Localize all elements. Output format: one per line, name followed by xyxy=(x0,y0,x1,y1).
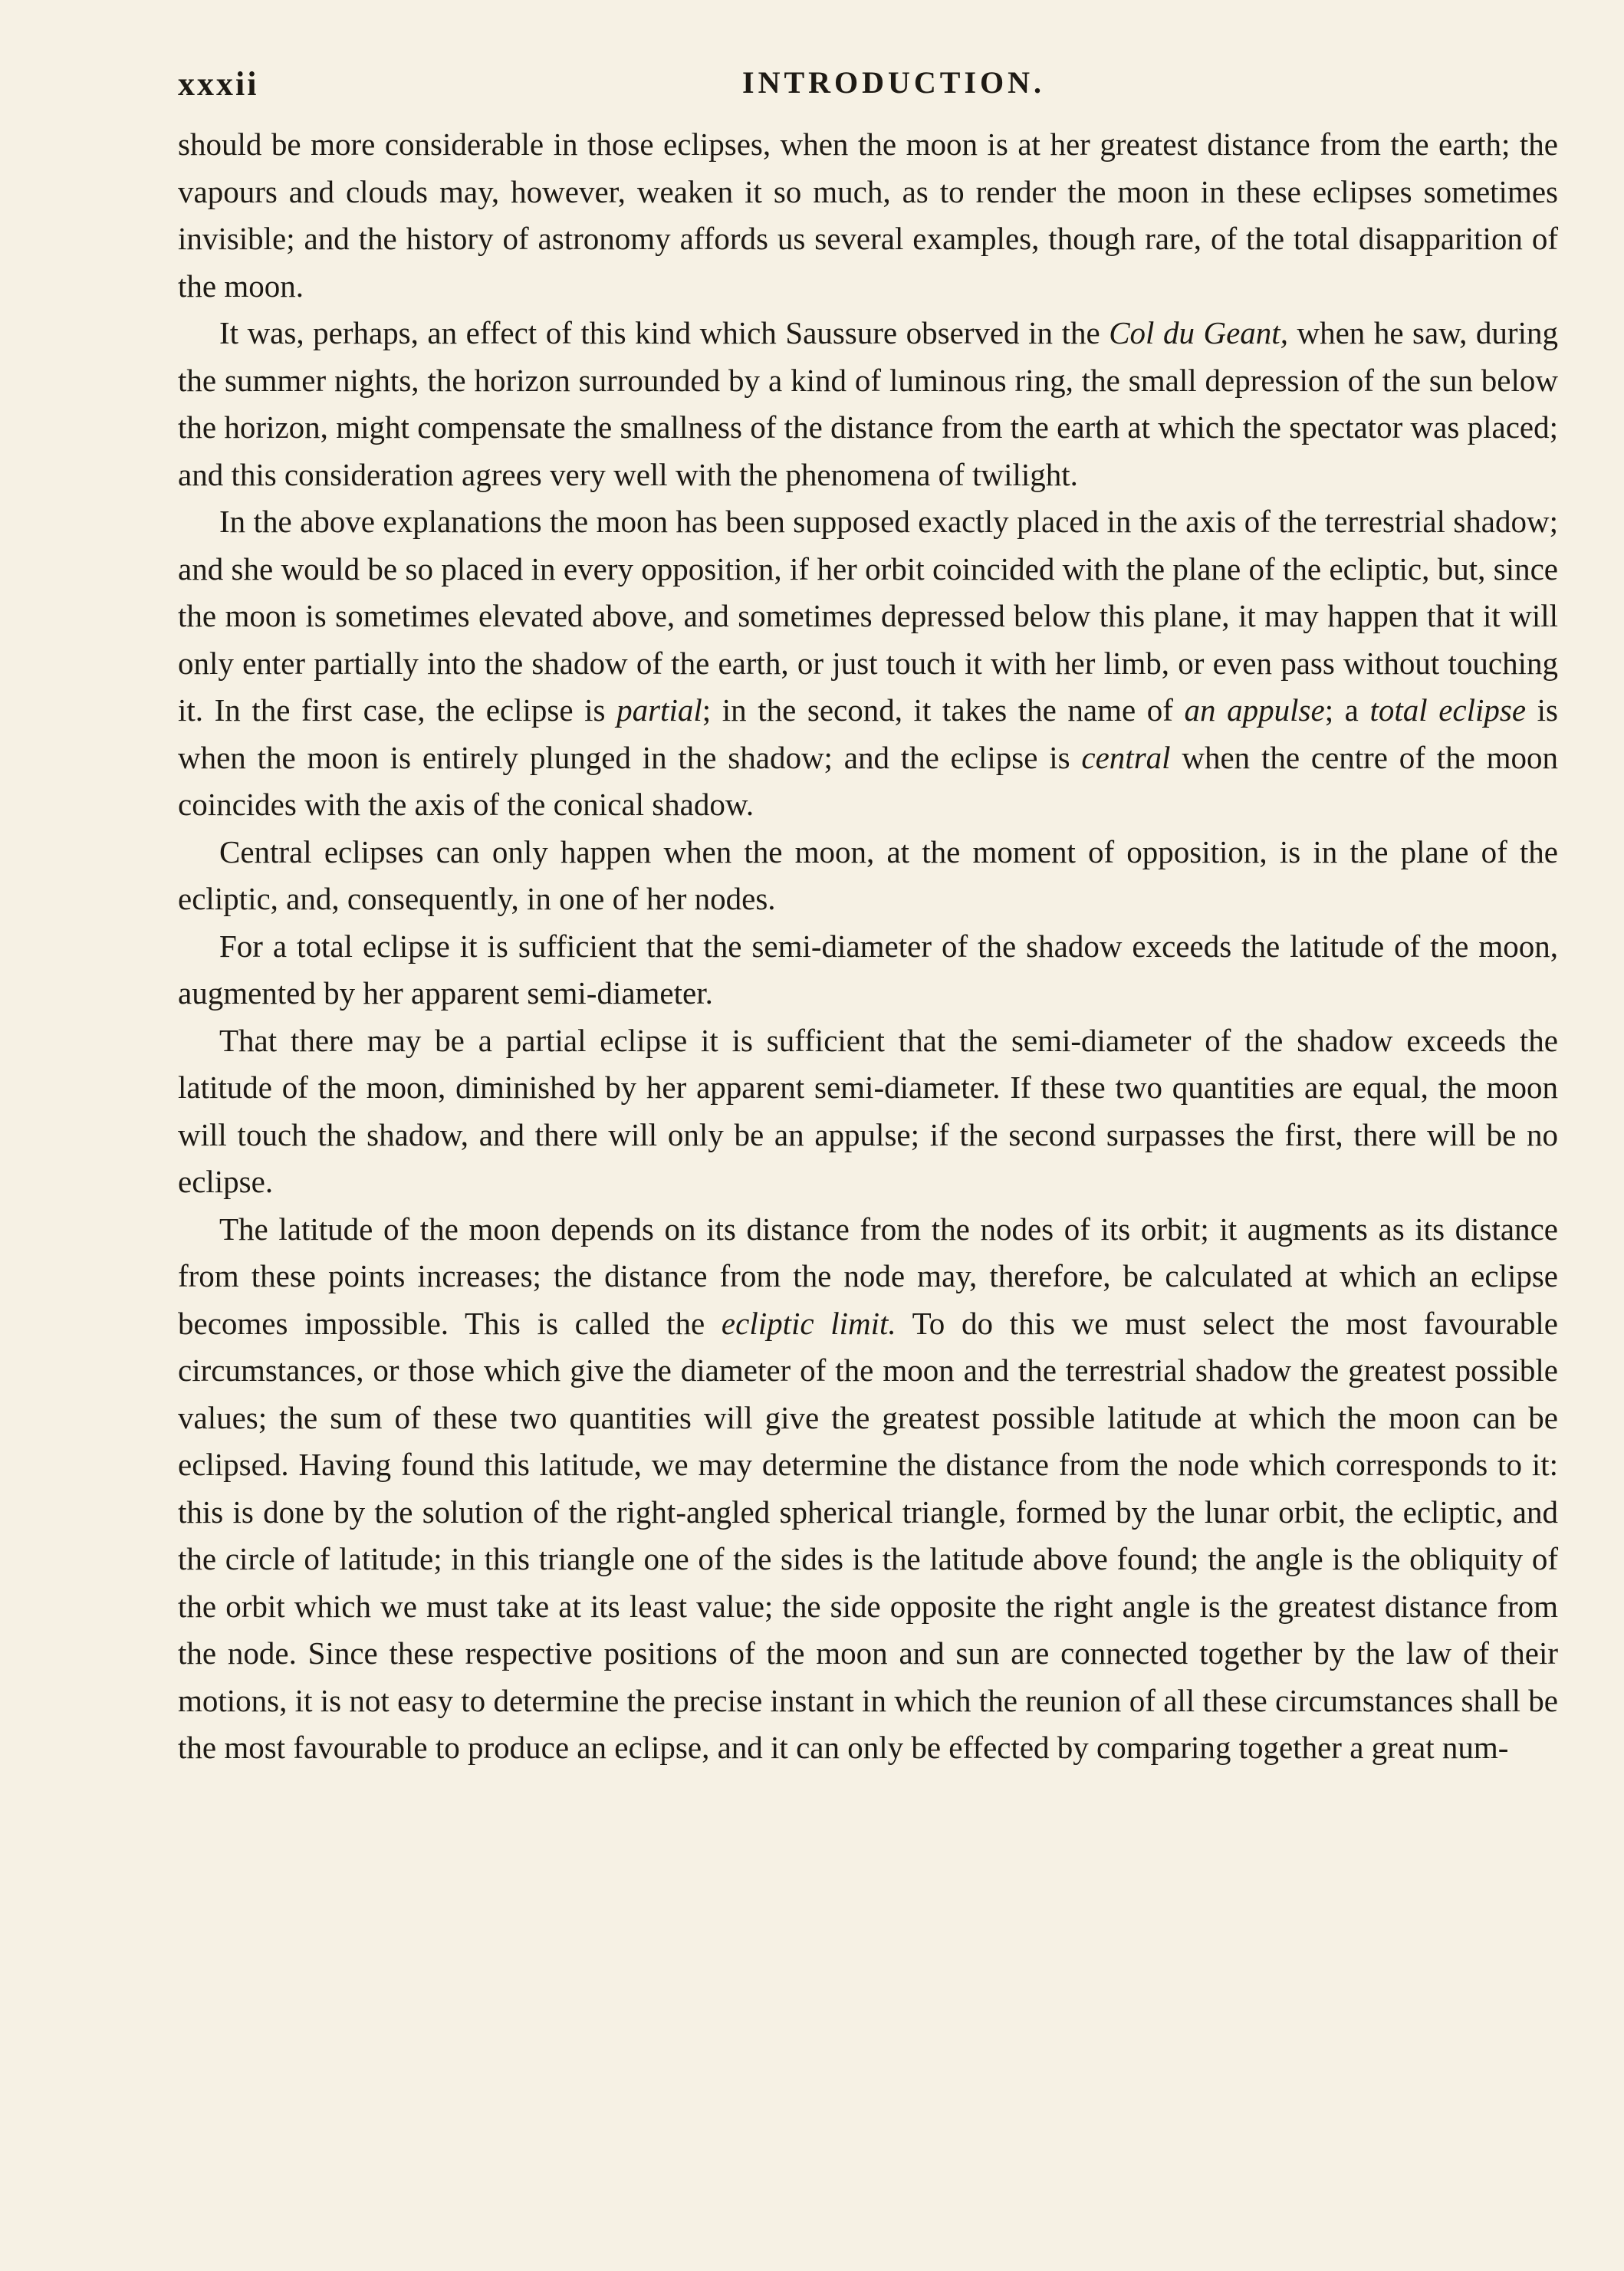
paragraph-text: is when the moon is entirely plunged in the shadow; and the eclipse is xyxy=(178,692,1558,775)
paragraph-text: For a total eclipse it is sufficient that the semi-diameter of the shadow exceeds the latitude of the moon, augmented by her apparent semi-diameter. xyxy=(178,928,1558,1011)
paragraph-text: In the above explanations the moon has been supposed exactly placed in the axis of the terrestrial shadow; and she would be so placed in every opposition, if her orbit coincided with the plane of the ecliptic, but, since the moon is sometimes elevated above, and sometimes depressed below this plane, it may happen that it will only enter partially into the shadow of the earth, or just touch it with her limb, or even pass without touching it. In the first case, the eclipse is xyxy=(178,504,1558,728)
italic-term-appulse: an appulse xyxy=(1184,692,1325,728)
italic-term-ecliptic-limit: ecliptic limit. xyxy=(721,1305,896,1341)
paragraph-text: when the centre of the moon coincides with the axis of the conical shadow. xyxy=(178,739,1558,822)
body-text xyxy=(178,121,1558,1772)
running-title: INTRODUCTION. xyxy=(742,65,1046,100)
italic-term-total-eclipse: total eclipse xyxy=(1369,692,1527,728)
paragraph-partial-eclipse xyxy=(178,1017,1558,1206)
paragraph-text: That there may be a partial eclipse it is sufficient that the semi-diameter of the shadow exceeds the latitude of the moon, diminished by her apparent semi-diameter. If these two quantities are equal, the moon will touch the shadow, and there will only be an appulse; if the second surpasses the first, there will be no eclipse. xyxy=(178,1022,1558,1199)
paragraph-text: Central eclipses can only happen when the moon, at the moment of opposition, is in the plane of the ecliptic, and, consequently, in one of her nodes. xyxy=(178,833,1558,916)
paragraph-text: ; a xyxy=(1324,692,1370,728)
paragraph-total-eclipse xyxy=(178,923,1558,1017)
italic-term-central: central xyxy=(1081,739,1171,775)
paragraph-text: when he saw, during the summer nights, the horizon surrounded by a kind of luminous ring, the small depression of the sun below the horizon, might compensate the smallness of the distance from the earth at which the spectator was placed; and this consideration agrees very well with the phenomena of twilight. xyxy=(178,315,1558,492)
italic-term-partial: partial xyxy=(616,692,702,728)
paragraph-eclipse-visibility xyxy=(178,121,1558,310)
paragraph-text: To do this we must select the most favourable circumstances, or those which give the diameter of the moon and the terrestrial shadow the greatest possible values; the sum of these two quantities will give the greatest possible latitude at which the moon can be eclipsed. Having found this latitude, we may determine the distance from the node which corresponds to it: this is done by the solution of the right-angled spherical triangle, formed by the lunar orbit, the ecliptic, and the circle of latitude; in this triangle one of the sides is the latitude above found; the angle is the obliquity of the orbit which we must take at its least value; the side opposite the right angle is the greatest distance from the node. Since these respective positions of the moon and sun are connected together by the law of their motions, it is not easy to determine the precise instant in which the reunion of all these circumstances shall be the most favourable to produce an eclipse, and it can only be effected by comparing together a great num- xyxy=(178,1305,1558,1765)
paragraph-saussure xyxy=(178,310,1558,498)
running-head xyxy=(178,64,1558,118)
paragraph-central-eclipses xyxy=(178,829,1558,923)
page-number: xxxii xyxy=(178,65,259,103)
paragraph-eclipse-types xyxy=(178,498,1558,829)
italic-place-name: Col du Geant, xyxy=(1109,315,1288,350)
paragraph-ecliptic-limit xyxy=(178,1206,1558,1772)
paragraph-text: The latitude of the moon depends on its distance from the nodes of its orbit; it augments as its distance from these points increases; the distance from the node may, therefore, be calculated at which an eclipse becomes impossible. This is called the xyxy=(178,1211,1558,1341)
paragraph-text: should be more considerable in those eclipses, when the moon is at her greatest distance from the earth; the vapours and clouds may, however, weaken it so much, as to render the moon in these eclipses sometimes invisible; and the history of astronomy affords us several examples, though rare, of the total disapparition of the moon. xyxy=(178,127,1558,304)
paragraph-text: ; in the second, it takes the name of xyxy=(702,692,1185,728)
paragraph-text: It was, perhaps, an effect of this kind which Saussure observed in the xyxy=(219,315,1110,350)
